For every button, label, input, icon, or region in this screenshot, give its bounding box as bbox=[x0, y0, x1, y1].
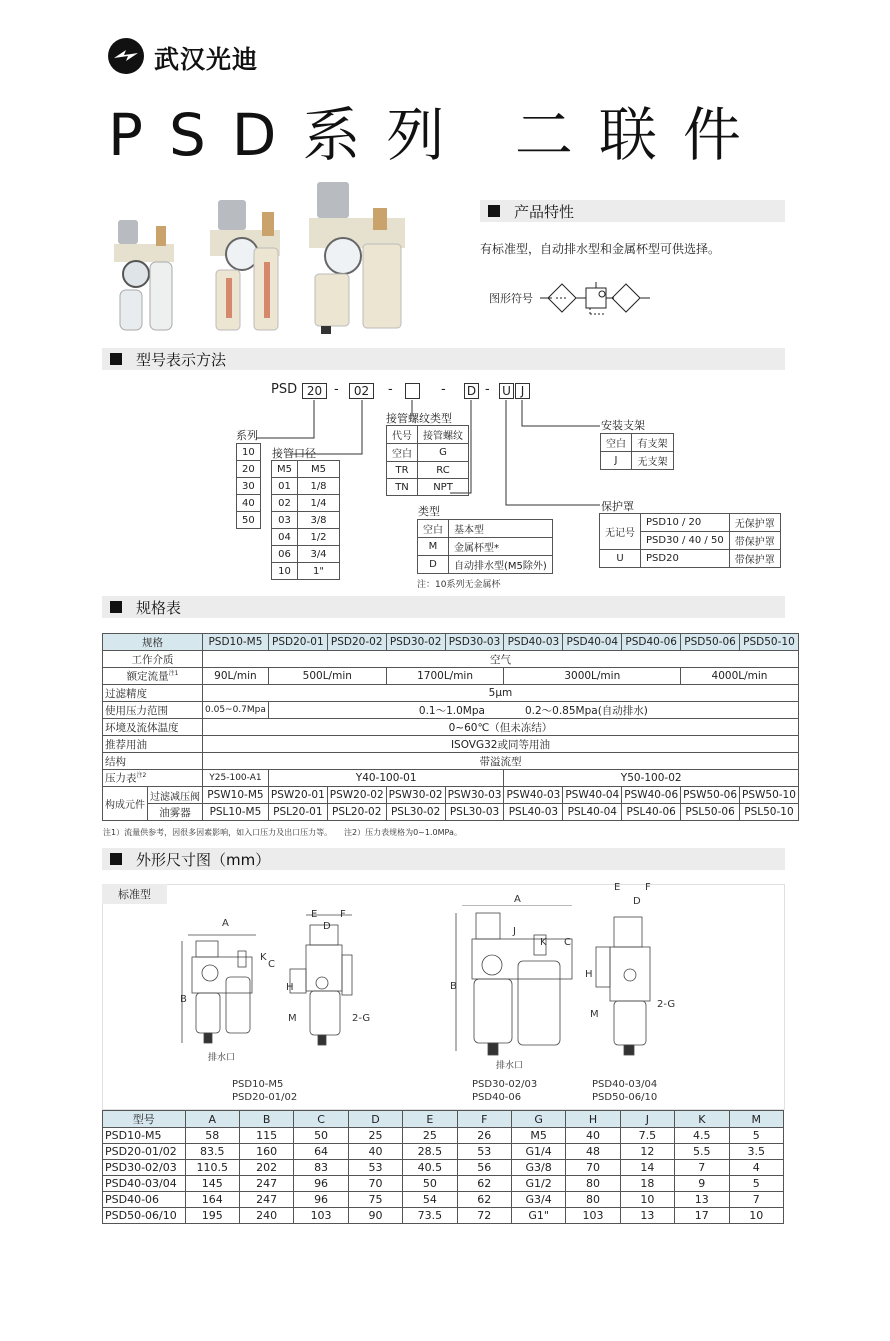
dim-value-cell: 40 bbox=[348, 1144, 402, 1160]
port-size: 1/4 bbox=[298, 495, 340, 512]
spec-value: PSL40-03 bbox=[504, 804, 563, 821]
series-value: 40 bbox=[237, 495, 261, 512]
spec-header-cell: PSD20-01 bbox=[268, 634, 327, 651]
dim-value-cell: 247 bbox=[239, 1176, 293, 1192]
dim-value-cell: 12 bbox=[620, 1144, 674, 1160]
dim-value-cell: 10 bbox=[620, 1192, 674, 1208]
code-box-type: D bbox=[464, 383, 479, 399]
spec-value-text: 0.2～0.85Mpa(自动排水) bbox=[524, 704, 648, 717]
spec-note-2: 注2）压力表规格为0~1.0MPa。 bbox=[344, 828, 462, 837]
pneumatic-symbol-icon bbox=[540, 280, 650, 320]
feature-description: 有标准型，自动排水型和金属杯型可供选择。 bbox=[480, 242, 721, 256]
dim-header-cell: A bbox=[185, 1111, 239, 1128]
spec-value: PSW40-06 bbox=[622, 787, 681, 804]
spec-value: 3000L/min bbox=[504, 668, 681, 685]
code-box-series: 20 bbox=[302, 383, 327, 399]
dim-value-cell: 5 bbox=[729, 1176, 784, 1192]
dim-value-cell: 5 bbox=[729, 1128, 784, 1144]
port-size: 3/4 bbox=[298, 546, 340, 563]
spec-value: PSL20-02 bbox=[327, 804, 386, 821]
spec-value: 空气 bbox=[203, 651, 799, 668]
caption-line: PSD20-01/02 bbox=[232, 1092, 298, 1103]
thread-code: 空白 bbox=[387, 444, 418, 462]
spec-header-cell: PSD50-10 bbox=[740, 634, 799, 651]
spec-value: 0~60℃（但未冻结） bbox=[203, 719, 799, 736]
dim-model-cell: PSD50-06/10 bbox=[103, 1208, 186, 1224]
spec-value: PSL40-04 bbox=[563, 804, 622, 821]
dim-value-cell: 70 bbox=[566, 1160, 620, 1176]
spec-value: PSW40-03 bbox=[504, 787, 563, 804]
spec-value: PSL50-10 bbox=[740, 804, 799, 821]
code-dash: - bbox=[485, 382, 490, 397]
type-code: M bbox=[418, 538, 449, 556]
spec-label bbox=[103, 668, 203, 685]
dim-header-cell: C bbox=[294, 1111, 348, 1128]
guard-name: 无保护罩 bbox=[729, 514, 780, 532]
port-size-table bbox=[271, 460, 340, 580]
spec-value: 5μm bbox=[203, 685, 799, 702]
spec-label: 结构 bbox=[103, 753, 203, 770]
dim-value-cell: 5.5 bbox=[675, 1144, 729, 1160]
spec-label-text: 压力表 bbox=[105, 772, 137, 785]
dim-value-cell: 160 bbox=[239, 1144, 293, 1160]
section-title: 规格表 bbox=[136, 599, 182, 617]
product-photo bbox=[112, 178, 417, 338]
dim-letter: B bbox=[180, 994, 187, 1005]
table-row bbox=[103, 1208, 784, 1224]
dim-value-cell: 110.5 bbox=[185, 1160, 239, 1176]
spec-label bbox=[103, 770, 203, 787]
code-box-port: 02 bbox=[349, 383, 374, 399]
table-row bbox=[103, 1160, 784, 1176]
series-value: 10 bbox=[237, 444, 261, 461]
spec-value: Y50-100-02 bbox=[504, 770, 798, 787]
code-dash: - bbox=[334, 382, 339, 397]
caption-mid bbox=[472, 1078, 537, 1104]
spec-value: ISOVG32或同等用油 bbox=[203, 736, 799, 753]
spec-label-text: 额定流量 bbox=[126, 670, 169, 683]
dim-value-cell: 96 bbox=[294, 1192, 348, 1208]
dim-value-cell: 64 bbox=[294, 1144, 348, 1160]
section-features bbox=[480, 200, 785, 222]
spec-row-flow bbox=[103, 668, 799, 685]
spec-value: PSL40-06 bbox=[622, 804, 681, 821]
dim-value-cell: 240 bbox=[239, 1208, 293, 1224]
type-name: 基本型 bbox=[449, 520, 553, 538]
dim-letter: C bbox=[268, 959, 275, 970]
dim-model-cell: PSD10-M5 bbox=[103, 1128, 186, 1144]
dim-value-cell: 83 bbox=[294, 1160, 348, 1176]
thread-name: RC bbox=[418, 462, 469, 479]
dim-value-cell: 26 bbox=[457, 1128, 511, 1144]
port-code: 10 bbox=[272, 563, 298, 580]
dim-letter: A bbox=[222, 918, 229, 929]
spec-label: 使用压力范围 bbox=[103, 702, 203, 719]
spec-row-medium bbox=[103, 651, 799, 668]
dim-value-cell: 4 bbox=[729, 1160, 784, 1176]
guard-code: 无记号 bbox=[600, 514, 641, 550]
dim-value-cell: 48 bbox=[566, 1144, 620, 1160]
dim-model-cell: PSD40-03/04 bbox=[103, 1176, 186, 1192]
thread-name: 接管螺纹 bbox=[418, 426, 469, 444]
dim-value-cell: 80 bbox=[566, 1192, 620, 1208]
spec-label: 推荐用油 bbox=[103, 736, 203, 753]
dim-value-cell: 7 bbox=[675, 1160, 729, 1176]
spec-header-cell: PSD40-03 bbox=[504, 634, 563, 651]
spec-value: PSW30-02 bbox=[386, 787, 445, 804]
spec-label: 过滤精度 bbox=[103, 685, 203, 702]
dim-letter: F bbox=[340, 909, 346, 920]
dim-header-cell: E bbox=[403, 1111, 457, 1128]
thread-type-table bbox=[386, 425, 469, 496]
caption-line: PSD40-03/04 bbox=[592, 1079, 658, 1090]
dim-value-cell: G3/4 bbox=[511, 1192, 565, 1208]
guard-model: PSD30 / 40 / 50 bbox=[641, 532, 730, 550]
dim-model-cell: PSD40-06 bbox=[103, 1192, 186, 1208]
spec-row-structure bbox=[103, 753, 799, 770]
dim-value-cell: 54 bbox=[403, 1192, 457, 1208]
dim-value-cell: 40.5 bbox=[403, 1160, 457, 1176]
dim-value-cell: 72 bbox=[457, 1208, 511, 1224]
spec-value: Y40-100-01 bbox=[268, 770, 504, 787]
dim-value-cell: 80 bbox=[566, 1176, 620, 1192]
table-row bbox=[103, 1144, 784, 1160]
table-row bbox=[103, 1176, 784, 1192]
dim-value-cell: 28.5 bbox=[403, 1144, 457, 1160]
thread-name: NPT bbox=[418, 479, 469, 496]
port-size: 3/8 bbox=[298, 512, 340, 529]
spec-value: 带溢流型 bbox=[203, 753, 799, 770]
dim-value-cell: 103 bbox=[566, 1208, 620, 1224]
port-code: M5 bbox=[272, 461, 298, 478]
dim-value-cell: G1/4 bbox=[511, 1144, 565, 1160]
dim-letter: M bbox=[288, 1013, 297, 1024]
section-model-code bbox=[102, 348, 785, 370]
dim-header-row bbox=[103, 1111, 784, 1128]
dim-value-cell: 53 bbox=[348, 1160, 402, 1176]
dim-value-cell: 56 bbox=[457, 1160, 511, 1176]
guard-code: U bbox=[600, 550, 641, 568]
bracket-table bbox=[600, 433, 674, 470]
type-name: 金属杯型* bbox=[449, 538, 553, 556]
spec-label: 构成元件 bbox=[103, 787, 148, 821]
model-code-prefix: PSD bbox=[271, 382, 298, 397]
section-spec bbox=[102, 596, 785, 618]
spec-label: 工作介质 bbox=[103, 651, 203, 668]
spec-label: 环境及流体温度 bbox=[103, 719, 203, 736]
type-code: 空白 bbox=[418, 520, 449, 538]
port-code: 04 bbox=[272, 529, 298, 546]
dim-value-cell: 4.5 bbox=[675, 1128, 729, 1144]
dim-letter: C bbox=[564, 937, 571, 948]
bracket-name: 有支架 bbox=[632, 434, 674, 452]
spec-row-oil bbox=[103, 736, 799, 753]
spec-value: PSW20-02 bbox=[327, 787, 386, 804]
spec-value: PSW20-01 bbox=[268, 787, 327, 804]
dim-value-cell: 9 bbox=[675, 1176, 729, 1192]
dim-header-cell: 型号 bbox=[103, 1111, 186, 1128]
spec-sublabel: 油雾器 bbox=[148, 804, 203, 821]
dim-value-cell: 75 bbox=[348, 1192, 402, 1208]
dim-value-cell: 62 bbox=[457, 1192, 511, 1208]
dim-value-cell: 202 bbox=[239, 1160, 293, 1176]
brand-name: 武汉光迪 bbox=[154, 45, 259, 74]
type-note: 注：10系列无金属杯 bbox=[417, 580, 501, 590]
section-title: 型号表示方法 bbox=[136, 351, 227, 369]
dim-header-cell: J bbox=[620, 1111, 674, 1128]
spec-row-pressure bbox=[103, 702, 799, 719]
dim-letter: J bbox=[513, 926, 516, 937]
spec-value: 500L/min bbox=[268, 668, 386, 685]
section-marker-icon bbox=[488, 205, 500, 217]
dim-letter: H bbox=[286, 982, 294, 993]
section-title: 产品特性 bbox=[514, 203, 575, 221]
dim-value-cell: 53 bbox=[457, 1144, 511, 1160]
dim-value-cell: 115 bbox=[239, 1128, 293, 1144]
spec-value bbox=[268, 702, 798, 719]
dim-value-cell: 164 bbox=[185, 1192, 239, 1208]
dim-body bbox=[103, 1128, 784, 1224]
guard-model: PSD20 bbox=[641, 550, 730, 568]
dim-letter: K bbox=[260, 952, 267, 963]
spec-value: PSL50-06 bbox=[681, 804, 740, 821]
port-code: 03 bbox=[272, 512, 298, 529]
table-row bbox=[103, 1128, 784, 1144]
spec-value: PSW50-10 bbox=[740, 787, 799, 804]
dim-value-cell: 18 bbox=[620, 1176, 674, 1192]
dim-model-cell: PSD20-01/02 bbox=[103, 1144, 186, 1160]
dim-value-cell: 13 bbox=[675, 1192, 729, 1208]
spec-header-row bbox=[103, 634, 799, 651]
spec-header-cell: PSD40-04 bbox=[563, 634, 622, 651]
code-box-bracket: J bbox=[515, 383, 530, 399]
spec-row-temp bbox=[103, 719, 799, 736]
port-label: 2-G bbox=[657, 999, 676, 1010]
caption-right bbox=[592, 1078, 657, 1104]
thread-code: 代号 bbox=[387, 426, 418, 444]
dim-value-cell: 40 bbox=[566, 1128, 620, 1144]
spec-row-lubricator bbox=[103, 804, 799, 821]
footnote-mark: 注2 bbox=[136, 772, 147, 780]
regulator-knob-shape bbox=[196, 941, 218, 957]
dim-value-cell: 13 bbox=[620, 1208, 674, 1224]
dimension-drawings bbox=[170, 905, 770, 1075]
dim-header-cell: K bbox=[675, 1111, 729, 1128]
spec-value: PSL30-03 bbox=[445, 804, 504, 821]
series-table bbox=[236, 443, 261, 529]
caption-line: PSD30-02/03 bbox=[472, 1079, 538, 1090]
port-code: 02 bbox=[272, 495, 298, 512]
spec-value: PSW50-06 bbox=[681, 787, 740, 804]
thread-name: G bbox=[418, 444, 469, 462]
dim-header-cell: H bbox=[566, 1111, 620, 1128]
table-row bbox=[103, 1192, 784, 1208]
dim-header-cell: D bbox=[348, 1111, 402, 1128]
spec-row-regulator bbox=[103, 787, 799, 804]
series-value: 20 bbox=[237, 461, 261, 478]
dim-value-cell: 62 bbox=[457, 1176, 511, 1192]
guard-name: 带保护罩 bbox=[729, 532, 780, 550]
port-size: 1/8 bbox=[298, 478, 340, 495]
dim-value-cell: 247 bbox=[239, 1192, 293, 1208]
dim-value-cell: 17 bbox=[675, 1208, 729, 1224]
port-code: 01 bbox=[272, 478, 298, 495]
dim-value-cell: 73.5 bbox=[403, 1208, 457, 1224]
dim-letter: E bbox=[614, 882, 621, 893]
spec-value: 0.05~0.7Mpa bbox=[203, 702, 269, 719]
spec-value: 90L/min bbox=[203, 668, 269, 685]
dim-value-cell: G1/2 bbox=[511, 1176, 565, 1192]
series-value: 30 bbox=[237, 478, 261, 495]
caption-line: PSD40-06 bbox=[472, 1092, 522, 1103]
spec-value: Y25-100-A1 bbox=[203, 770, 269, 787]
spec-header-cell: PSD30-03 bbox=[445, 634, 504, 651]
code-dash: - bbox=[441, 382, 446, 397]
dim-value-cell: 90 bbox=[348, 1208, 402, 1224]
bracket-code: J bbox=[601, 452, 632, 470]
footnote-mark: 注1 bbox=[168, 670, 179, 678]
section-dimensions bbox=[102, 848, 785, 870]
dim-header-cell: G bbox=[511, 1111, 565, 1128]
spec-value: 4000L/min bbox=[681, 668, 799, 685]
port-size-label: 接管口径 bbox=[272, 447, 316, 460]
dim-value-cell: M5 bbox=[511, 1128, 565, 1144]
spec-value: PSW30-03 bbox=[445, 787, 504, 804]
dim-value-cell: 25 bbox=[348, 1128, 402, 1144]
type-table bbox=[417, 519, 553, 574]
guard-name: 带保护罩 bbox=[729, 550, 780, 568]
bracket-name: 无支架 bbox=[632, 452, 674, 470]
dim-letter: M bbox=[590, 1009, 599, 1020]
spec-note-1: 注1）流量供参考，因很多因素影响，如入口压力及出口压力等。 bbox=[103, 828, 333, 837]
series-value: 50 bbox=[237, 512, 261, 529]
type-name: 自动排水型(M5除外) bbox=[449, 556, 553, 574]
spec-header-cell: PSD20-02 bbox=[327, 634, 386, 651]
caption-line: PSD50-06/10 bbox=[592, 1092, 658, 1103]
spec-table bbox=[102, 633, 799, 821]
brand-logo-icon bbox=[108, 38, 144, 74]
port-label: 2-G bbox=[352, 1013, 371, 1024]
spec-header-cell: PSD10-M5 bbox=[203, 634, 269, 651]
section-marker-icon bbox=[110, 853, 122, 865]
spec-header-cell: PSD40-06 bbox=[622, 634, 681, 651]
symbol-label: 图形符号 bbox=[489, 292, 533, 305]
dim-value-cell: 145 bbox=[185, 1176, 239, 1192]
spec-row-gauge bbox=[103, 770, 799, 787]
dim-letter: A bbox=[514, 894, 521, 905]
dim-header-cell: M bbox=[729, 1111, 784, 1128]
thread-type-label: 接管螺纹类型 bbox=[386, 412, 452, 425]
dim-value-cell: G1" bbox=[511, 1208, 565, 1224]
spec-value: PSW40-04 bbox=[563, 787, 622, 804]
page-title: PSD系列 二联件 bbox=[108, 101, 767, 169]
dim-letter: H bbox=[585, 969, 593, 980]
section-title: 外形尺寸图（mm） bbox=[136, 851, 271, 869]
spec-header-cell: PSD30-02 bbox=[386, 634, 445, 651]
dim-value-cell: 50 bbox=[403, 1176, 457, 1192]
dim-letter: E bbox=[311, 909, 318, 920]
spec-sublabel: 过滤减压阀 bbox=[148, 787, 203, 804]
series-label: 系列 bbox=[236, 429, 258, 442]
dim-value-cell: 10 bbox=[729, 1208, 784, 1224]
spec-row-filtration bbox=[103, 685, 799, 702]
guard-label: 保护罩 bbox=[601, 500, 634, 513]
dim-model-cell: PSD30-02/03 bbox=[103, 1160, 186, 1176]
caption-left bbox=[232, 1078, 297, 1104]
drawing-tag: 标准型 bbox=[102, 884, 167, 904]
dim-value-cell: 96 bbox=[294, 1176, 348, 1192]
type-code: D bbox=[418, 556, 449, 574]
dim-value-cell: 83.5 bbox=[185, 1144, 239, 1160]
spec-value: PSW10-M5 bbox=[203, 787, 269, 804]
type-label: 类型 bbox=[418, 505, 440, 518]
guard-table bbox=[599, 513, 781, 568]
bracket-code: 空白 bbox=[601, 434, 632, 452]
dim-letter: D bbox=[323, 921, 331, 932]
dim-letter: B bbox=[450, 981, 457, 992]
port-code: 06 bbox=[272, 546, 298, 563]
spec-value: 1700L/min bbox=[386, 668, 504, 685]
dim-letter: K bbox=[540, 937, 547, 948]
spec-header-cell: PSD50-06 bbox=[681, 634, 740, 651]
code-dash: - bbox=[388, 382, 393, 397]
drain-label: 排水口 bbox=[496, 1061, 524, 1071]
dim-value-cell: 3.5 bbox=[729, 1144, 784, 1160]
dim-value-cell: 58 bbox=[185, 1128, 239, 1144]
thread-code: TR bbox=[387, 462, 418, 479]
code-box-guard: U bbox=[499, 383, 514, 399]
dim-value-cell: 103 bbox=[294, 1208, 348, 1224]
dim-value-cell: G3/8 bbox=[511, 1160, 565, 1176]
port-size: M5 bbox=[298, 461, 340, 478]
dim-value-cell: 25 bbox=[403, 1128, 457, 1144]
port-size: 1" bbox=[298, 563, 340, 580]
dim-header-cell: B bbox=[239, 1111, 293, 1128]
guard-model: PSD10 / 20 bbox=[641, 514, 730, 532]
dim-value-cell: 50 bbox=[294, 1128, 348, 1144]
spec-value: PSL30-02 bbox=[386, 804, 445, 821]
thread-code: TN bbox=[387, 479, 418, 496]
dim-value-cell: 7 bbox=[729, 1192, 784, 1208]
dim-value-cell: 70 bbox=[348, 1176, 402, 1192]
dim-letter: F bbox=[645, 882, 651, 893]
dim-value-cell: 195 bbox=[185, 1208, 239, 1224]
bracket-label: 安装支架 bbox=[601, 419, 645, 432]
dim-header-cell: F bbox=[457, 1111, 511, 1128]
dim-letter: D bbox=[633, 896, 641, 907]
caption-line: PSD10-M5 bbox=[232, 1079, 284, 1090]
dim-value-cell: 7.5 bbox=[620, 1128, 674, 1144]
dim-value-cell: 14 bbox=[620, 1160, 674, 1176]
spec-value-text: 0.1～1.0Mpa bbox=[418, 704, 485, 717]
drain-label: 排水口 bbox=[208, 1053, 236, 1063]
code-box-thread bbox=[405, 383, 420, 399]
spec-value: PSL20-01 bbox=[268, 804, 327, 821]
dimension-table bbox=[102, 1110, 784, 1224]
port-size: 1/2 bbox=[298, 529, 340, 546]
section-marker-icon bbox=[110, 601, 122, 613]
spec-value: PSL10-M5 bbox=[203, 804, 269, 821]
spec-header-cell: 规格 bbox=[103, 634, 203, 651]
section-marker-icon bbox=[110, 353, 122, 365]
